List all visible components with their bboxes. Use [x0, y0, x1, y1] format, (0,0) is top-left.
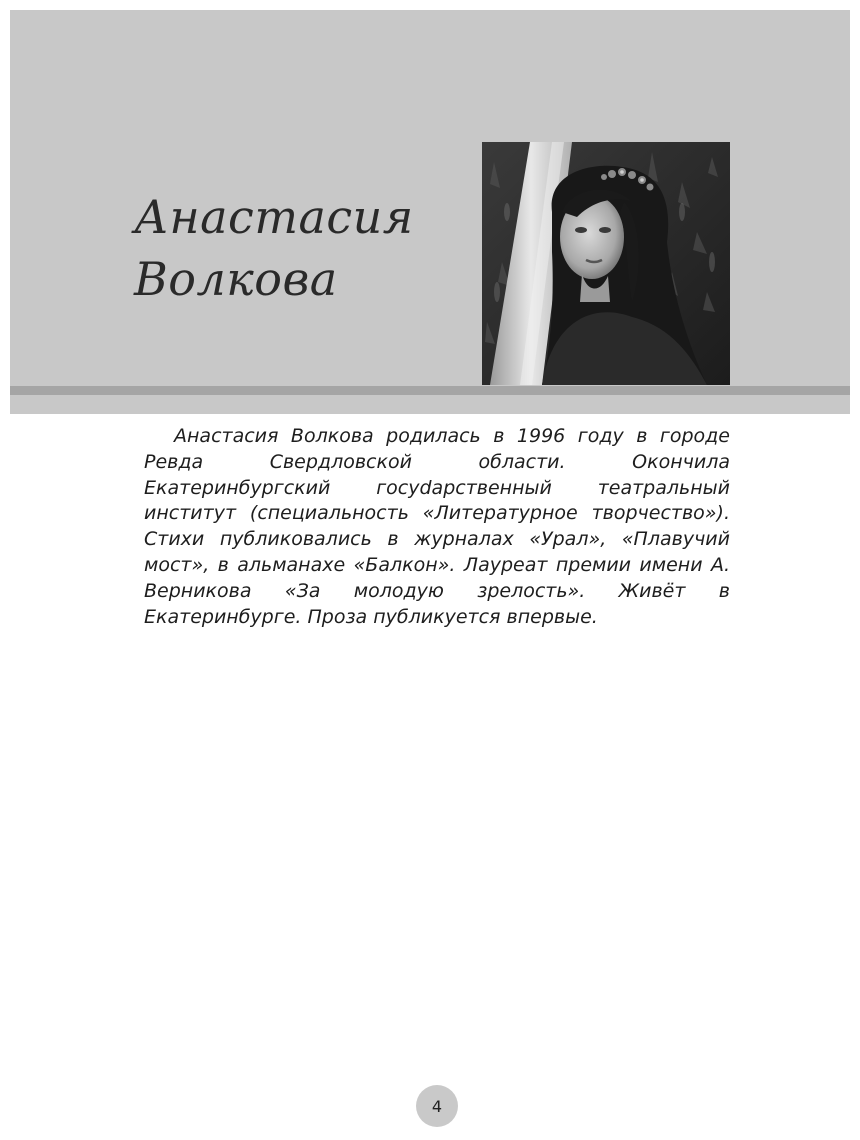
author-bio: Анастасия Волкова родилась в 1996 году в городе Ревда Свердловской области. Окончила Екатеринбургский госуdарственный театральный институт (специальность «Литературное творчество»). Стихи публиковались в журналах «Урал», «Плавучий мост», в альманахе «Балкон». Лауреат премии имени А. Верникова «За молодую зрелость». Живёт в Екатеринбурге. Проза публикуется впервые.	[144, 425, 730, 628]
page-number: 4	[431, 1096, 443, 1116]
author-last-name: Волкова	[134, 252, 338, 306]
author-first-name: Анастасия	[134, 190, 414, 244]
author-portrait	[482, 142, 730, 385]
page-number-badge	[416, 1085, 458, 1127]
header-rule	[10, 386, 850, 395]
author-name	[134, 186, 464, 310]
